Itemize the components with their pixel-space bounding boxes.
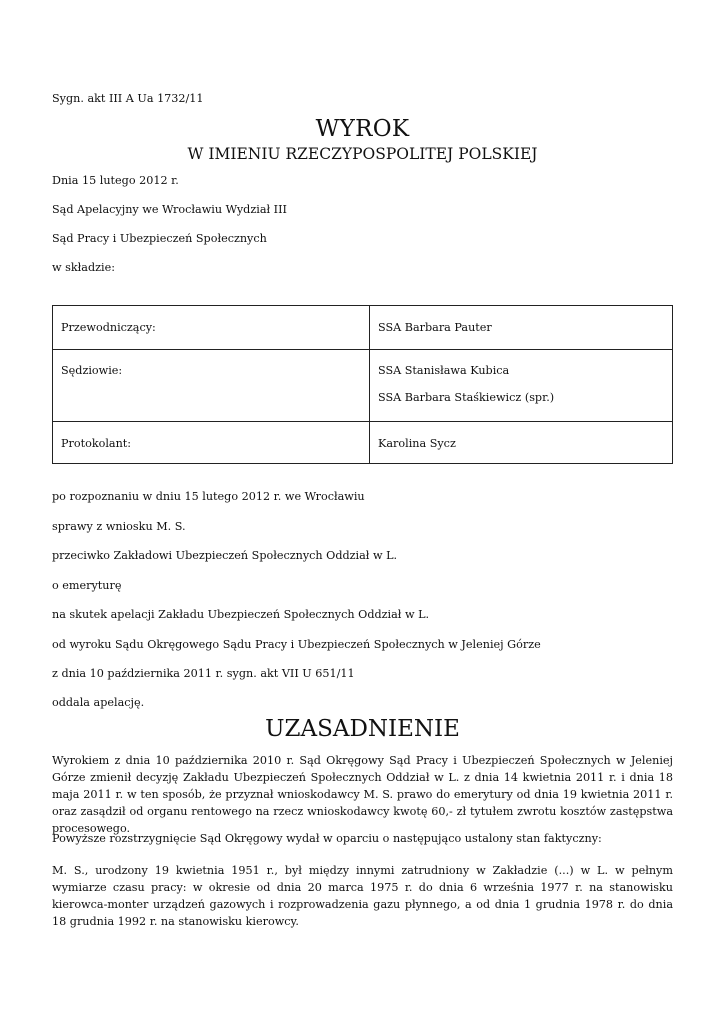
panel-role: Przewodniczący: — [61, 321, 156, 334]
body-line: przeciwko Zakładowi Ubezpieczeń Społecznych Oddział w L. — [52, 549, 398, 562]
panel-name: Karolina Sycz — [378, 437, 456, 450]
court-name-line1: Sąd Apelacyjny we Wrocławiu Wydział III — [52, 203, 287, 216]
panel-name: SSA Barbara Staśkiewicz (spr.) — [378, 391, 555, 404]
body-line: sprawy z wniosku M. S. — [52, 520, 186, 533]
document-title: WYROK — [315, 116, 410, 142]
justification-paragraph: M. S., urodzony 19 kwietnia 1951 r., był między innymi zatrudniony w Zakładzie (...) w L. w pełnym wymiarze czasu pracy: w okresie od dnia 20 marca 1975 r. do dnia 6 września 1977 r. na stanowisku kierowca-monter urządzeń gazowych i rozprowadzenia gazu płynnego, a od dnia 1 grudnia 1978 r. do dnia 18 grudnia 1992 r. na stanowisku kierowcy. — [52, 864, 673, 928]
body-line: po rozpoznaniu w dniu 15 lutego 2012 r. we Wrocławiu — [52, 490, 365, 503]
panel-row-clerk — [53, 422, 673, 464]
body-line: od wyroku Sądu Okręgowego Sądu Pracy i Ubezpieczeń Społecznych w Jeleniej Górze — [52, 638, 541, 651]
panel-role-cell — [53, 306, 370, 350]
panel-row-chair — [53, 306, 673, 350]
panel-name: SSA Barbara Pauter — [378, 321, 492, 334]
panel-role: Protokolant: — [61, 437, 132, 450]
justification-heading: UZASADNIENIE — [265, 716, 460, 742]
composition-label: w składzie: — [52, 261, 115, 274]
body-line: z dnia 10 października 2011 r. sygn. akt VII U 651/11 — [52, 667, 355, 680]
panel-names-cell — [370, 422, 673, 464]
justification-paragraph: Powyższe rozstrzygnięcie Sąd Okręgowy wydał w oparciu o następująco ustalony stan faktyczny: — [52, 832, 602, 845]
case-number: Sygn. akt III A Ua 1732/11 — [52, 92, 204, 105]
justification-paragraph: Wyrokiem z dnia 10 października 2010 r. Sąd Okręgowy Sąd Pracy i Ubezpieczeń Społecznych w Jeleniej Górze zmienił decyzję Zakładu Ubezpieczeń Społecznych Oddział w L. z dnia 14 kwietnia 2011 r. i dnia 18 maja 2011 r. w ten sposób, że przyznał wnioskodawcy M. S. prawo do emerytury od dnia 19 kwietnia 2011 r. oraz zasądził od organu rentowego na rzecz wnioskodawcy kwotę 60,- zł tytułem zwrotu kosztów zastępstwa procesowego. — [52, 754, 673, 835]
panel-names-cell — [370, 306, 673, 350]
panel-role-cell — [53, 422, 370, 464]
judgment-date: Dnia 15 lutego 2012 r. — [52, 174, 179, 187]
panel-names-cell — [370, 350, 673, 422]
document-subtitle: W IMIENIU RZECZYPOSPOLITEJ POLSKIEJ — [187, 145, 538, 163]
panel-name: SSA Stanisława Kubica — [378, 364, 510, 377]
panel-row-judges — [53, 350, 673, 422]
body-line: o emeryturę — [52, 579, 122, 592]
body-line: oddala apelację. — [52, 696, 145, 709]
body-line: na skutek apelacji Zakładu Ubezpieczeń Społecznych Oddział w L. — [52, 608, 430, 621]
court-name-line2: Sąd Pracy i Ubezpieczeń Społecznych — [52, 232, 267, 245]
panel-role: Sędziowie: — [61, 364, 123, 377]
panel-role-cell — [53, 350, 370, 422]
court-panel-table — [52, 305, 673, 464]
